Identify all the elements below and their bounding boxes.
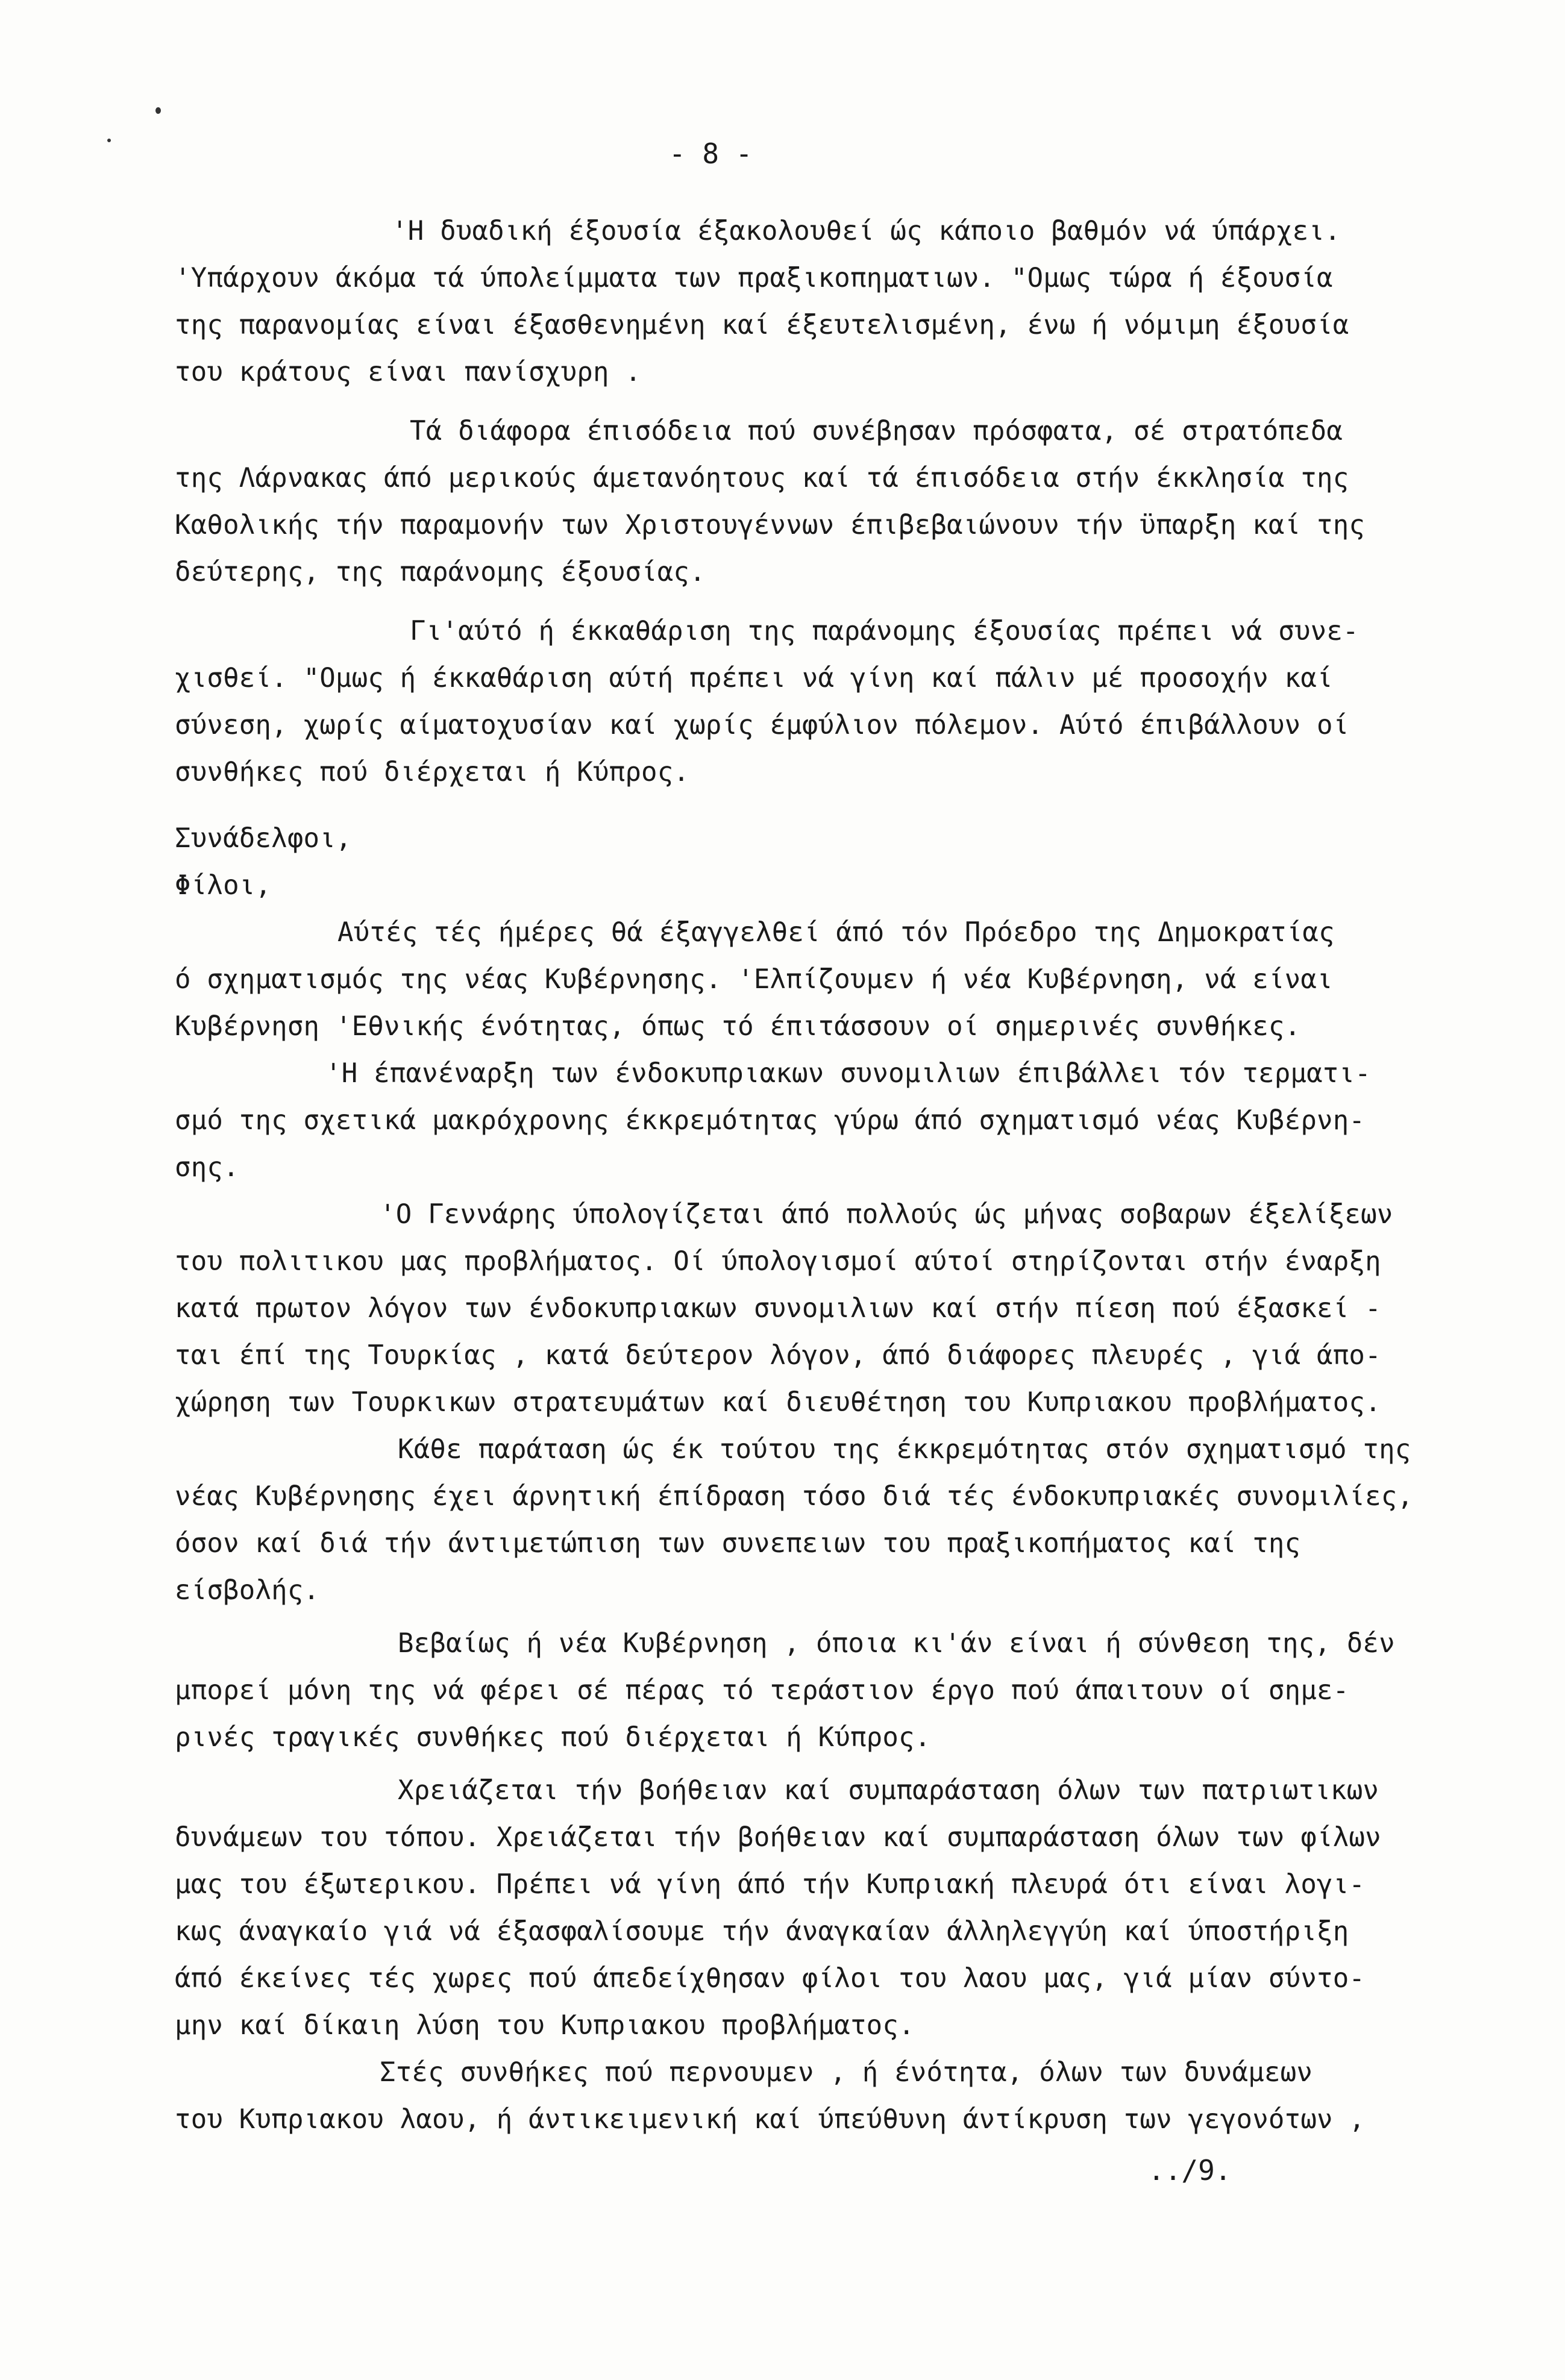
text-line: σμό της σχετικά μακρόχρονης έκκρεμότητας γύρω άπό σχηματισμό νέας Κυβέρνη- <box>175 1105 1366 1136</box>
text-line: της Λάρνακας άπό μερικούς άμετανόητους καί τά έπισόδεια στήν έκκλησία της <box>175 463 1349 493</box>
page-number: - 8 - <box>669 137 753 170</box>
text-line: Χρειάζεται τήν βοήθειαν καί συμπαράσταση όλων των πατριωτικων <box>398 1775 1379 1806</box>
continuation-marker: ../9. <box>1148 2154 1232 2187</box>
text-line: όσον καί διά τήν άντιμετώπιση των συνεπειων του πραξικοπήματος καί της <box>175 1528 1301 1559</box>
text-line: δεύτερης, της παράνομης έξουσίας. <box>175 557 706 587</box>
text-line: 'Η έπανέναρξη των ένδοκυπριακων συνομιλιων έπιβάλλει τόν τερματι- <box>325 1058 1371 1089</box>
text-line: 'Υπάρχουν άκόμα τά ύπολείμματα των πραξικοπηματιων. "Ομως τώρα ή έξουσία <box>175 263 1333 293</box>
text-line: Τά διάφορα έπισόδεια πού συνέβησαν πρόσφατα, σέ στρατόπεδα <box>410 416 1343 446</box>
text-line: νέας Κυβέρνησης έχει άρνητική έπίδραση τόσο διά τές ένδοκυπριακές συνομιλίες, <box>175 1481 1414 1512</box>
text-line: σης. <box>175 1152 239 1183</box>
text-line: Αύτές τές ήμέρες θά έξαγγελθεί άπό τόν Πρόεδρο της Δημοκρατίας <box>337 917 1335 948</box>
text-line: Βεβαίως ή νέα Κυβέρνηση , όποια κι'άν είναι ή σύνθεση της, δέν <box>398 1628 1395 1659</box>
text-line: Κυβέρνηση 'Εθνικής ένότητας, όπως τό έπιτάσσουν οί σημερινές συνθήκες. <box>175 1011 1301 1042</box>
salutation-line: Φίλοι, <box>175 870 272 901</box>
text-line: χισθεί. "Ομως ή έκκαθάριση αύτή πρέπει νά γίνη καί πάλιν μέ προσοχήν καί <box>175 663 1333 694</box>
text-line: Στές συνθήκες πού περνουμεν , ή ένότητα, όλων των δυνάμεων <box>380 2057 1313 2088</box>
text-line: του Κυπριακου λαου, ή άντικειμενική καί ύπεύθυνη άντίκρυση των γεγονότων , <box>175 2104 1366 2135</box>
text-line: άπό έκείνες τές χωρες πού άπεδείχθησαν φίλοι του λαου μας, γιά μίαν σύντο- <box>175 1963 1366 1994</box>
text-line: της παρανομίας είναι έξασθενημένη καί έξευτελισμένη, ένω ή νόμιμη έξουσία <box>175 310 1349 340</box>
text-line: μπορεί μόνη της νά φέρει σέ πέρας τό τεράστιον έργο πού άπαιτουν οί σημε- <box>175 1675 1349 1706</box>
text-line: δυνάμεων του τόπου. Χρειάζεται τήν βοήθειαν καί συμπαράσταση όλων των φίλων <box>175 1822 1381 1853</box>
text-line: 'Ο Γεννάρης ύπολογίζεται άπό πολλούς ώς μήνας σοβαρων έξελίξεων <box>380 1199 1393 1230</box>
text-line: του πολιτικου μας προβλήματος. Οί ύπολογισμοί αύτοί στηρίζονται στήν έναρξη <box>175 1246 1381 1277</box>
text-line: Κάθε παράταση ώς έκ τούτου της έκκρεμότητας στόν σχηματισμό της <box>398 1434 1411 1465</box>
salutation-line: Συνάδελφοι, <box>175 823 352 854</box>
text-line: του κράτους είναι πανίσχυρη . <box>175 357 642 387</box>
text-line: συνθήκες πού διέρχεται ή Κύπρος. <box>175 757 690 788</box>
scan-speck <box>107 139 111 142</box>
text-line: κατά πρωτον λόγον των ένδοκυπριακων συνομιλιων καί στήν πίεση πού έξασκεί - <box>175 1293 1381 1324</box>
text-line: σύνεση, χωρίς αίματοχυσίαν καί χωρίς έμφύλιον πόλεμον. Αύτό έπιβάλλουν οί <box>175 710 1349 741</box>
text-line: Γι'αύτό ή έκκαθάριση της παράνομης έξουσίας πρέπει νά συνε- <box>410 616 1359 647</box>
text-line: μας του έξωτερικου. Πρέπει νά γίνη άπό τήν Κυπριακή πλευρά ότι είναι λογι- <box>175 1869 1366 1900</box>
text-line: ρινές τραγικές συνθήκες πού διέρχεται ή Κύπρος. <box>175 1722 931 1753</box>
text-line: 'Η δυαδική έξουσία έξακολουθεί ώς κάποιο βαθμόν νά ύπάρχει. <box>392 216 1341 246</box>
text-line: μην καί δίκαιη λύση του Κυπριακου προβλήματος. <box>175 2010 915 2041</box>
text-line: ό σχηματισμός της νέας Κυβέρνησης. 'Ελπίζουμεν ή νέα Κυβέρνηση, νά είναι <box>175 964 1333 995</box>
text-line: Καθολικής τήν παραμονήν των Χριστουγέννων έπιβεβαιώνουν τήν ϋπαρξη καί της <box>175 510 1366 540</box>
text-line: κως άναγκαίο γιά νά έξασφαλίσουμε τήν άναγκαίαν άλληλεγγύη καί ύποστήριξη <box>175 1916 1349 1947</box>
scan-speck <box>155 107 161 114</box>
text-line: είσβολής. <box>175 1575 320 1606</box>
text-line: ται έπί της Τουρκίας , κατά δεύτερον λόγον, άπό διάφορες πλευρές , γιά άπο- <box>175 1340 1381 1371</box>
text-line: χώρηση των Τουρκικων στρατευμάτων καί διευθέτηση του Κυπριακου προβλήματος. <box>175 1387 1381 1418</box>
